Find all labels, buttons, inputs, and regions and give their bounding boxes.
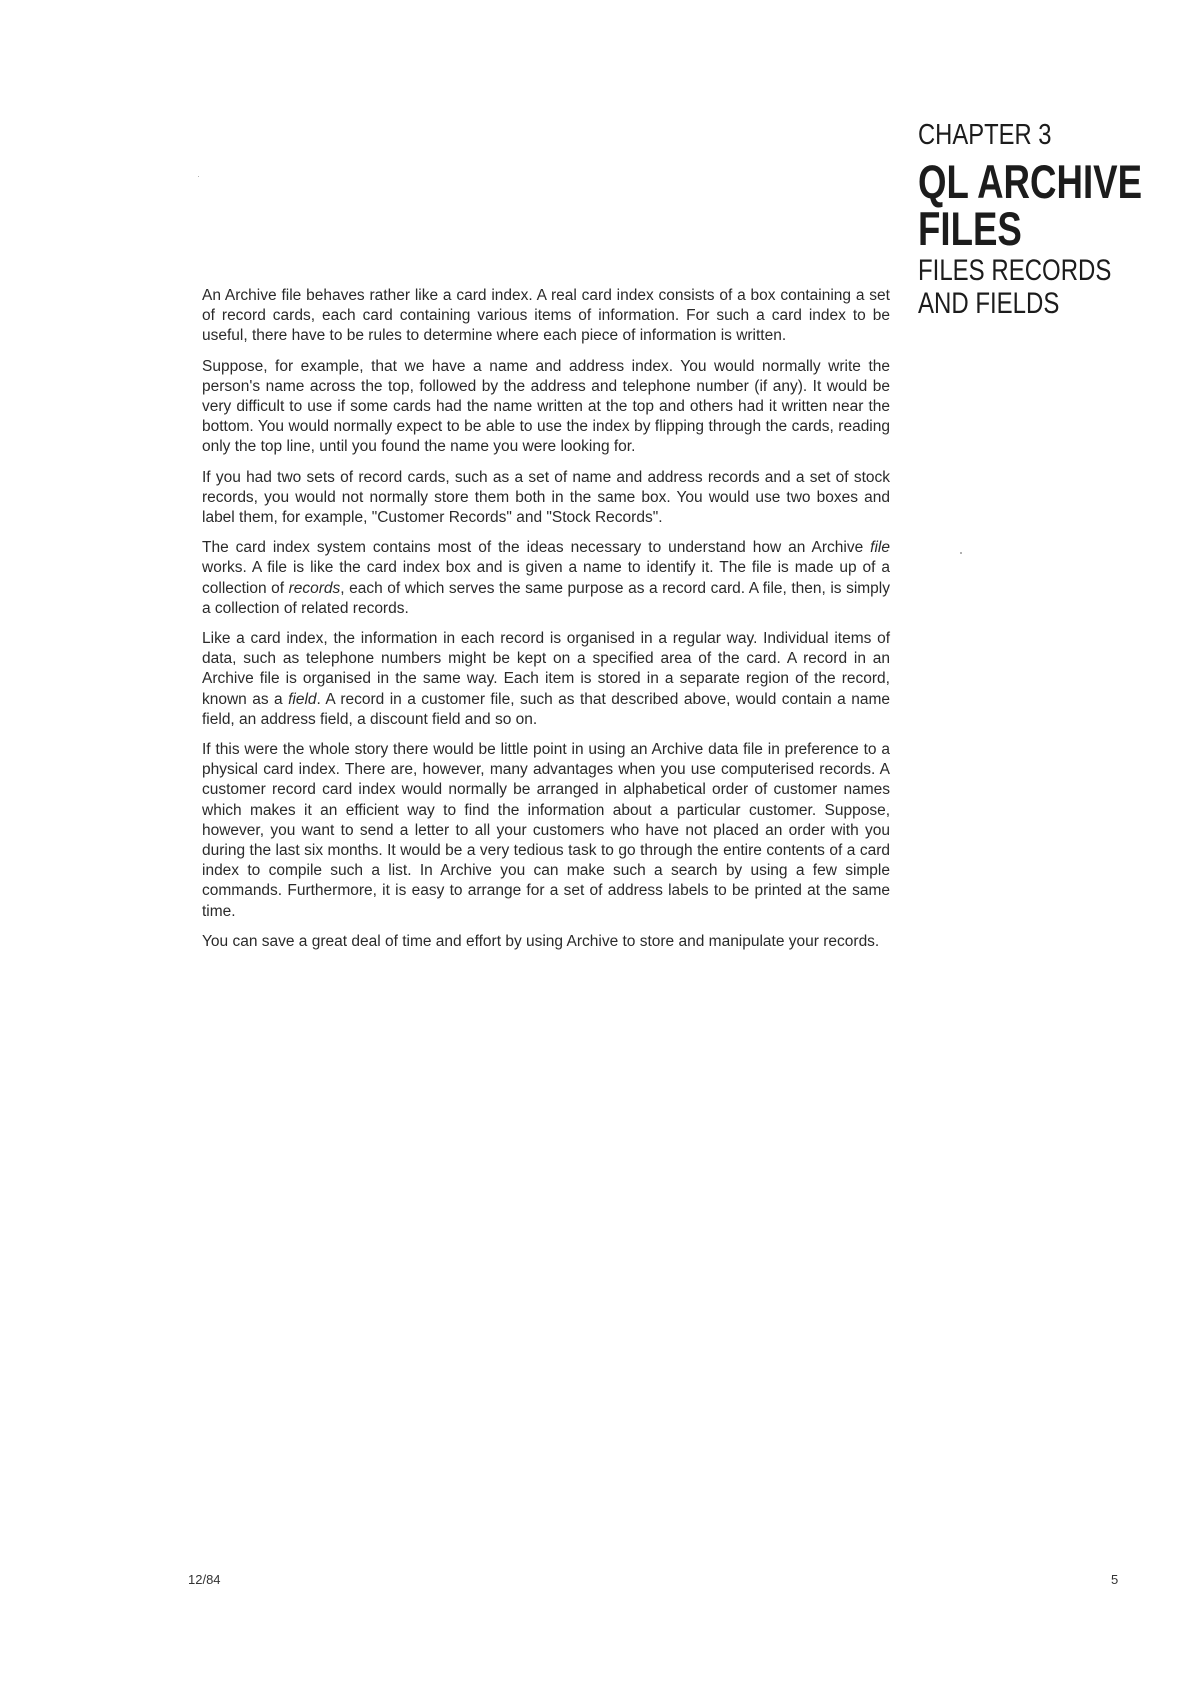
- paragraph-7: You can save a great deal of time and effort by using Archive to store and manipulate your records.: [202, 932, 880, 950]
- chapter-number: CHAPTER 3: [918, 119, 1052, 151]
- paragraph-5-text-a: Like a card index, the information in each record is organised in a regular way. Individual items of data, such as telephone numbers might be kept on a specified area of the card. A record in an Archive file is organised in the same way. Each item is stored in a separate region of the record, known as a: [202, 630, 890, 708]
- paragraph-4-text-a: The card index system contains most of the ideas necessary to understand how an Archive: [202, 539, 871, 557]
- chapter-title-line-2: FILES: [918, 202, 1022, 255]
- paragraph-4-text-c: , each of which serves the same purpose as a record card. A file, then, is simply a collection of related records.: [202, 579, 890, 617]
- section-subtitle-line-1: FILES RECORDS: [918, 254, 1112, 287]
- paragraph-1: An Archive file behaves rather like a card index. A real card index consists of a box containing a set of record cards, each card containing various items of information. For such a card index to be useful, there have to be rules to determine where each piece of information is written.: [202, 287, 890, 345]
- chapter-heading: [918, 118, 1188, 320]
- paragraph-4-term-file: file: [870, 539, 890, 557]
- page-number: 5: [1111, 1572, 1119, 1587]
- footer-date: 12/84: [188, 1572, 221, 1587]
- paragraph-4: [202, 538, 890, 619]
- paragraph-6: If this were the whole story there would be little point in using an Archive data file in preference to a physical card index. There are, however, many advantages when you use computerised records. A customer record card index would normally be arranged in alphabetical order of customer names which makes it an efficient way to find the information about a particular customer. Suppose, however, you want to send a letter to all your customers who have not placed an order with you during the last six months. It would be a very tedious task to go through the entire contents of a card index to compile such a list. In Archive you can make such a search by using a few simple commands. Furthermore, it is easy to arrange for a set of address labels to be printed at the same time.: [202, 741, 890, 920]
- chapter-title-line-1: QL ARCHIVE: [918, 155, 1143, 208]
- paragraph-4-term-records: records: [288, 579, 341, 597]
- paragraph-4-text-b: works. A file is like the card index box and is given a name to identify it. The file is made up of a collection of: [202, 559, 890, 597]
- body-text: [202, 286, 890, 962]
- paragraph-5-text-b: . A record in a customer file, such as that described above, would contain a name field, an address field, a discount field and so on.: [202, 690, 890, 728]
- paragraph-3: If you had two sets of record cards, such as a set of name and address records and a set of stock records, you would not normally store them both in the same box. You would use two boxes and label them, for example, "Customer Records" and "Stock Records".: [202, 468, 890, 527]
- scan-speck: [198, 176, 199, 177]
- paragraph-5: [202, 629, 890, 730]
- scan-speck: [960, 552, 962, 554]
- paragraph-5-term-field: field: [288, 690, 317, 708]
- section-subtitle-line-2: AND FIELDS: [918, 287, 1060, 320]
- paragraph-2: Suppose, for example, that we have a name and address index. You would normally write the person's name across the top, followed by the address and telephone number (if any). It would be very difficult to use if some cards had the name written at the top and others had it written near the bottom. You would normally expect to be able to use the index by flipping through the cards, reading only the top line, until you found the name you were looking for.: [202, 357, 890, 456]
